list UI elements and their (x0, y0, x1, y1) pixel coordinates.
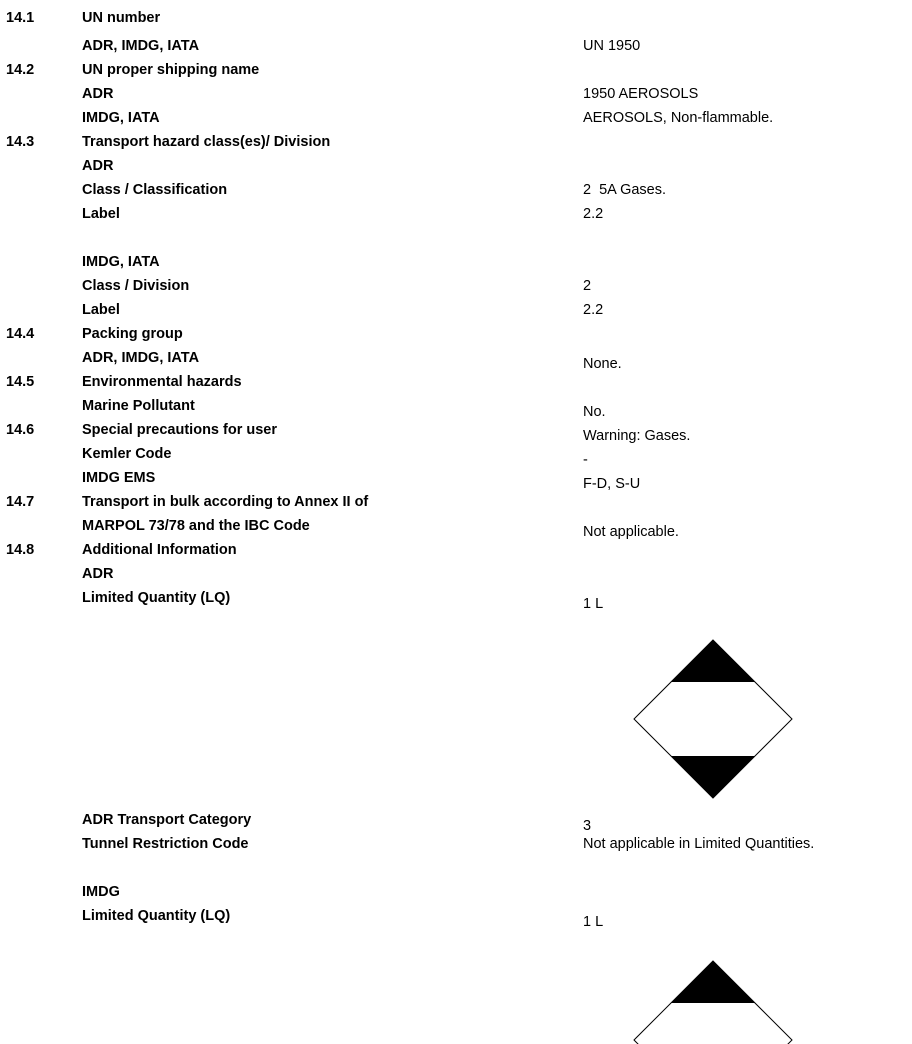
field-value: F-D, S-U (583, 476, 641, 492)
packing-group-row (0, 346, 912, 370)
section-14-6-header (0, 418, 912, 442)
section-14-3-header (0, 130, 912, 154)
imdg-ems-row (0, 466, 912, 490)
shipping-name-imdg-row (0, 106, 912, 130)
field-value: 1 L (583, 914, 604, 930)
section-title: Special precautions for user (82, 422, 278, 438)
field-label: Limited Quantity (LQ) (82, 590, 231, 606)
section-title: Environmental hazards (82, 374, 242, 390)
field-value: AEROSOLS, Non-flammable. (583, 110, 774, 126)
section-number: 14.4 (6, 326, 35, 342)
imdg-class-row (0, 274, 912, 298)
field-label: Label (82, 302, 120, 318)
field-value: 1 L (583, 596, 604, 612)
section-number: 14.2 (6, 62, 35, 78)
field-label: ADR (82, 86, 114, 102)
field-label: IMDG, IATA (82, 110, 160, 126)
field-value: Not applicable. (583, 524, 679, 540)
hazard-imdg-subheader (0, 250, 912, 274)
field-label: ADR (82, 566, 114, 582)
un-number-row (0, 34, 912, 58)
imdg-limited-quantity-row (0, 904, 912, 928)
field-label: ADR (82, 158, 114, 174)
section-14-5-header (0, 370, 912, 394)
tunnel-restriction-row (0, 832, 912, 856)
additional-adr-subheader (0, 562, 912, 586)
field-label: ADR, IMDG, IATA (82, 38, 200, 54)
field-label: Class / Classification (82, 182, 228, 198)
field-label: Tunnel Restriction Code (82, 836, 249, 852)
section-number: 14.1 (6, 10, 35, 26)
section-14-8-header (0, 538, 912, 562)
field-label: ADR Transport Category (82, 812, 252, 828)
field-label: Marine Pollutant (82, 398, 195, 414)
imdg-label-row (0, 298, 912, 322)
field-value: 1950 AEROSOLS (583, 86, 699, 102)
field-label: MARPOL 73/78 and the IBC Code (82, 518, 310, 534)
field-label: IMDG (82, 884, 120, 900)
field-label: Label (82, 206, 120, 222)
field-value: 2 (583, 278, 592, 294)
adr-label-row (0, 202, 912, 226)
section-14-1-header (0, 6, 912, 30)
section-number: 14.8 (6, 542, 35, 558)
field-label: IMDG, IATA (82, 254, 160, 270)
marine-pollutant-row (0, 394, 912, 418)
section-14-2-header (0, 58, 912, 82)
field-label: Kemler Code (82, 446, 172, 462)
hazard-adr-subheader (0, 154, 912, 178)
section-number: 14.6 (6, 422, 35, 438)
limited-quantity-mark-icon (633, 639, 793, 799)
shipping-name-adr-row (0, 82, 912, 106)
field-value: 2.2 (583, 302, 604, 318)
field-value: 3 (583, 818, 592, 834)
section-title: Packing group (82, 326, 183, 342)
section-title: Transport in bulk according to Annex II of (82, 494, 369, 510)
section-number: 14.5 (6, 374, 35, 390)
field-value: None. (583, 356, 622, 372)
section-title: UN proper shipping name (82, 62, 260, 78)
adr-limited-quantity-row (0, 586, 912, 610)
kemler-code-row (0, 442, 912, 466)
field-label: Class / Division (82, 278, 190, 294)
section-title: Transport hazard class(es)/ Division (82, 134, 331, 150)
adr-transport-category-row (0, 808, 912, 832)
field-label: Limited Quantity (LQ) (82, 908, 231, 924)
field-value: 2 5A Gases. (583, 182, 667, 198)
section-number: 14.7 (6, 494, 35, 510)
section-title: UN number (82, 10, 161, 26)
field-value: - (583, 452, 588, 468)
adr-class-row (0, 178, 912, 202)
section-14-7-header (0, 490, 912, 514)
section-title: Additional Information (82, 542, 237, 558)
field-value: Not applicable in Limited Quantities. (583, 836, 815, 852)
section-14-4-header (0, 322, 912, 346)
field-value: Warning: Gases. (583, 428, 691, 444)
marpol-row (0, 514, 912, 538)
additional-imdg-subheader (0, 880, 912, 904)
field-value: UN 1950 (583, 38, 641, 54)
field-value: 2.2 (583, 206, 604, 222)
field-label: IMDG EMS (82, 470, 156, 486)
field-value: No. (583, 404, 606, 420)
limited-quantity-mark-icon (633, 960, 793, 1044)
field-label: ADR, IMDG, IATA (82, 350, 200, 366)
section-number: 14.3 (6, 134, 35, 150)
